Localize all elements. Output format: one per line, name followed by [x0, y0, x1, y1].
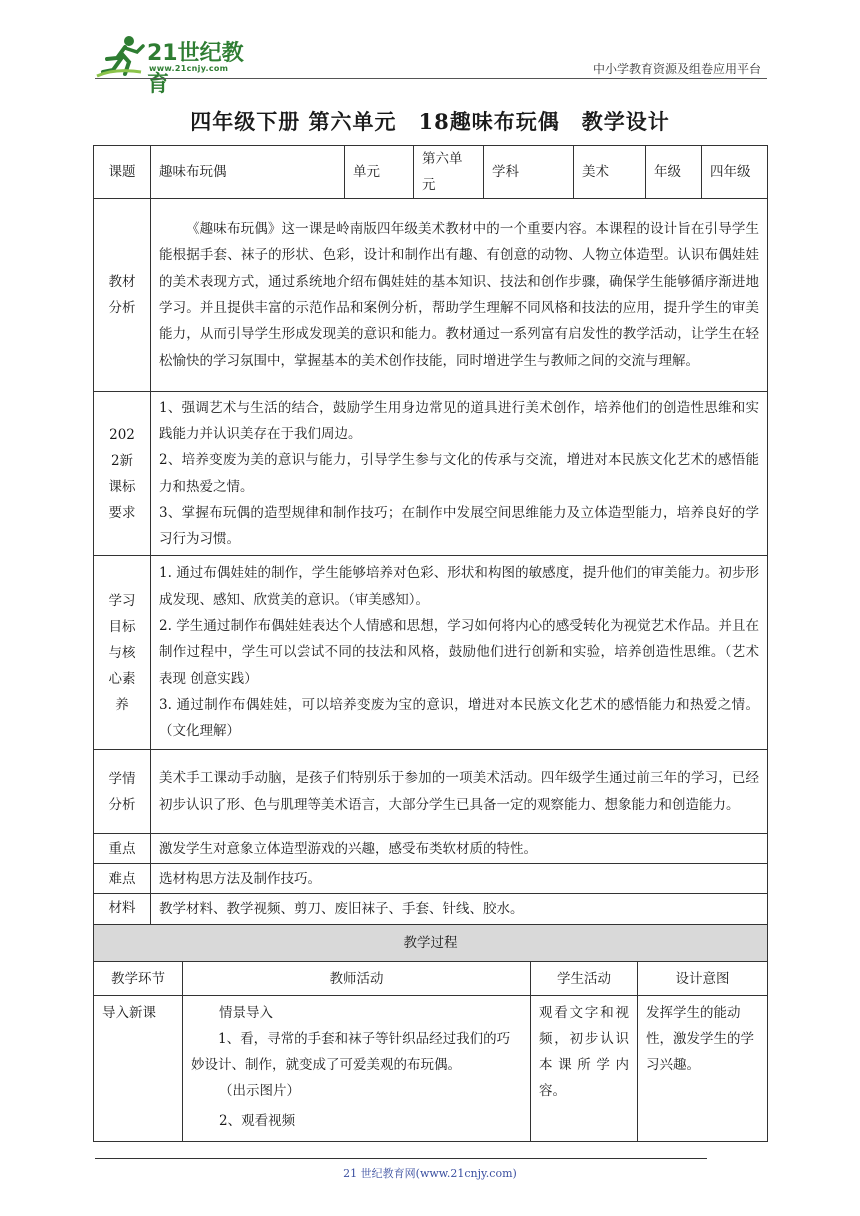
- unit-label: 单元: [345, 146, 414, 199]
- logo-url: www.21cnjy.com: [149, 64, 229, 73]
- material-analysis-text: 《趣味布玩偶》这一课是岭南版四年级美术教材中的一个重要内容。本课程的设计旨在引导学生能根据手套、袜子的形状、色彩，设计和制作出有趣、有创意的动物、人物立体造型。认识布偶娃娃的美术表现方式，通过系统地介绍布偶娃娃的基本知识、技法和创作步骤，确保学生能够循序渐进地学习。并且提供丰富的示范作品和案例分析，帮助学生理解不同风格和技法的应用，提升学生的审美能力，从而引导学生形成发现美的意识和能力。教材通过一系列富有启发性的教学活动，让学生在轻松愉快的学习氛围中，掌握基本的美术创作技能，同时增进学生与教师之间的交流与理解。: [151, 199, 768, 392]
- header-intent: 设计意图: [638, 962, 768, 996]
- difficult-point-text: 选材构思方法及制作技巧。: [151, 864, 768, 894]
- process-header-row: [94, 962, 768, 996]
- teacher-activity-cell: [183, 996, 531, 1142]
- footer-text: 21 世纪教育网(www.21cnjy.com): [343, 1167, 517, 1180]
- student-activity-cell: 观看文字和视频，初步认识本课所学内容。: [531, 996, 638, 1142]
- student-analysis-label: 学情分析: [94, 750, 151, 834]
- key-point-row: [94, 834, 768, 864]
- curriculum-item: 1、强调艺术与生活的结合，鼓励学生用身边常见的道具进行美术创作，培养他们的创造性思维和实践能力并认识美存在于我们周边。: [159, 399, 759, 442]
- materials-text: 教学材料、教学视频、剪刀、废旧袜子、手套、针线、胶水。: [151, 894, 768, 949]
- objective-item: 2. 学生通过制作布偶娃娃表达个人情感和思想，学习如何将内心的感受转化为视觉艺术作品。并且在制作过程中，学生可以尝试不同的技法和风格，鼓励他们进行创新和实验，培养创造性思维。（艺术表现 创意实践）: [159, 618, 759, 687]
- curriculum-item: 3、掌握布玩偶的造型规律和制作技巧；在制作中发展空间思维能力及立体造型能力，培养良好的学习行为习惯。: [159, 504, 759, 548]
- subject-value: 美术: [574, 146, 646, 199]
- logo-text: 21世纪教育: [147, 41, 244, 97]
- material-analysis-label: 教材分析: [94, 199, 151, 392]
- teacher-note: （出示图片）: [219, 1083, 300, 1099]
- key-point-text: 激发学生对意象立体造型游戏的兴趣，感受布类软材质的特性。: [151, 834, 768, 864]
- subject-label: 学科: [484, 146, 574, 199]
- objective-item: 3. 通过制作布偶娃娃，可以培养变废为宝的意识，增进对本民族文化艺术的感悟能力和热爱之情。（文化理解）: [159, 696, 759, 740]
- curriculum-row: [94, 392, 768, 556]
- site-logo: [95, 32, 265, 97]
- page-title: 四年级下册 第六单元 18趣味布玩偶 教学设计: [190, 109, 670, 134]
- objectives-label: 学习目标与核心素养: [94, 556, 151, 750]
- process-title-row: [94, 925, 768, 962]
- header-stage: 教学环节: [94, 962, 183, 996]
- key-point-label: 重点: [94, 834, 151, 864]
- header-divider: [95, 78, 767, 79]
- lesson-info-table: [93, 145, 768, 949]
- objectives-text: [151, 556, 768, 750]
- material-analysis-row: [94, 199, 768, 392]
- grade-value: 四年级: [702, 146, 768, 199]
- teacher-step-2: 2、观看视频: [219, 1113, 296, 1129]
- header-teacher: 教师活动: [183, 962, 531, 996]
- process-title: 教学过程: [94, 925, 768, 962]
- lesson-value: 趣味布玩偶: [151, 146, 345, 199]
- footer-divider: [95, 1158, 707, 1159]
- page-header: [95, 30, 767, 97]
- design-intent-cell: 发挥学生的能动性，激发学生的学习兴趣。: [638, 996, 768, 1142]
- info-row: [94, 146, 768, 199]
- lesson-label: 课题: [94, 146, 151, 199]
- process-row: [94, 996, 768, 1142]
- student-analysis-row: [94, 750, 768, 834]
- curriculum-label: 2022新课标要求: [94, 392, 151, 556]
- grade-label: 年级: [646, 146, 702, 199]
- teacher-heading: 情景导入: [219, 1005, 273, 1021]
- difficult-point-row: [94, 864, 768, 894]
- unit-value: 第六单元: [414, 146, 484, 199]
- runner-logo-icon: [95, 32, 151, 78]
- difficult-point-label: 难点: [94, 864, 151, 894]
- curriculum-text: [151, 392, 768, 556]
- objective-item: 1. 通过布偶娃娃的制作，学生能够培养对色彩、形状和构图的敏感度，提升他们的审美能力。初步形成发现、感知、欣赏美的意识。（审美感知）。: [159, 565, 759, 608]
- teaching-process-table: [93, 924, 768, 1142]
- header-student: 学生活动: [531, 962, 638, 996]
- objectives-row: [94, 556, 768, 750]
- student-analysis-text: 美术手工课动手动脑，是孩子们特别乐于参加的一项美术活动。四年级学生通过前三年的学习，已经初步认识了形、色与肌理等美术语言，大部分学生已具备一定的观察能力、想象能力和创造能力。: [151, 750, 768, 834]
- materials-label: 材料: [94, 894, 151, 949]
- stage-cell: 导入新课: [94, 996, 183, 1142]
- platform-name: 中小学教育资源及组卷应用平台: [592, 62, 761, 76]
- teacher-step-1: 1、看，寻常的手套和袜子等针织品经过我们的巧妙设计、制作，就变成了可爱美观的布玩偶。: [191, 1031, 511, 1073]
- curriculum-item: 2、培养变废为美的意识与能力，引导学生参与文化的传承与交流，增进对本民族文化艺术的感悟能力和热爱之情。: [159, 452, 759, 495]
